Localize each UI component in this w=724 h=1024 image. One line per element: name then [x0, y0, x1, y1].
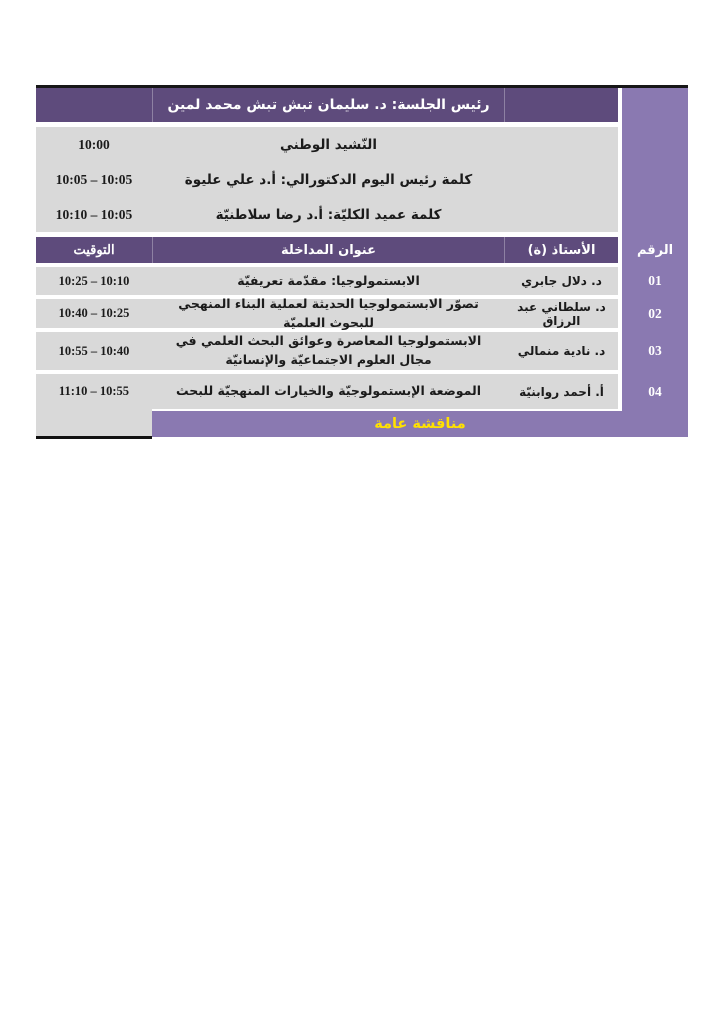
session-header-spacer-right: [505, 88, 618, 122]
column-header-number: الرقم: [636, 242, 674, 258]
opening-title: كلمة رئيس اليوم الدكتورالي: أ.د علي عليوة: [184, 171, 473, 188]
opening-prof-empty: [505, 127, 618, 162]
opening-time: 10:10 – 10:05: [55, 206, 133, 222]
table-row: [36, 295, 618, 330]
talk-title: الابستمولوجيا: مقدّمة تعريفيّة: [237, 272, 420, 288]
opening-rows-block: [36, 127, 618, 232]
talk-title: الابستمولوجيا المعاصرة وعوائق البحث العلمي في مجال العلوم الاجتماعيّة والإنسانيّة: [175, 333, 482, 367]
talk-number: 04: [648, 383, 662, 399]
table-row: [36, 374, 618, 409]
talk-time: 10:55 – 10:40: [58, 343, 130, 358]
talk-title: تصوّر الابستمولوجيا الحديثة لعملية البناء المنهجي للبحوث العلميّة: [178, 295, 479, 330]
general-discussion-band: [152, 411, 688, 437]
session-chair-title: رئيس الجلسة: د. سليمان تبش تبش محمد لمين: [152, 88, 505, 122]
session-header-row: [36, 88, 618, 122]
opening-time: 10:00: [78, 136, 110, 152]
column-header-time: التوقيت: [73, 242, 115, 257]
talk-time: 10:40 – 10:25: [58, 306, 130, 320]
talk-time: 10:25 – 10:10: [58, 273, 130, 288]
opening-row-anthem: [36, 127, 618, 162]
talk-number: 01: [648, 273, 662, 288]
opening-time: 10:05 – 10:05: [55, 171, 133, 187]
opening-prof-empty: [505, 162, 618, 197]
talk-professor: د. نادية منمالي: [517, 344, 606, 358]
opening-row-chair-speech: [36, 162, 618, 197]
number-column: [622, 88, 688, 437]
talk-professor: د. سلطاني عبد الرزاق: [517, 299, 606, 328]
bottom-left-time-cell: [36, 409, 152, 439]
table-row: [36, 267, 618, 295]
opening-prof-empty: [505, 197, 618, 232]
talk-time: 11:10 – 10:55: [58, 384, 130, 398]
opening-row-dean-speech: [36, 197, 618, 232]
column-header-professor: الأستاذ (ة): [527, 242, 596, 258]
opening-title: كلمة عميد الكليّة: أ.د رضا سلاطنيّة: [215, 206, 442, 223]
opening-title: النّشيد الوطني: [280, 136, 377, 153]
table-row: [36, 332, 618, 370]
column-header-row: [36, 237, 618, 263]
talk-number: 03: [648, 343, 662, 358]
session-header-spacer-left: [36, 88, 152, 122]
talk-professor: د. دلال جابري: [521, 274, 602, 288]
talk-professor: أ. أحمد روابنيّة: [519, 384, 604, 399]
talk-number: 02: [648, 305, 662, 321]
talk-title: الموضعة الإبستمولوجيّة والخيارات المنهجيّة للبحث: [176, 383, 482, 399]
general-discussion-label: مناقشة عامة: [374, 416, 466, 432]
column-header-title: عنوان المداخلة: [152, 237, 505, 263]
